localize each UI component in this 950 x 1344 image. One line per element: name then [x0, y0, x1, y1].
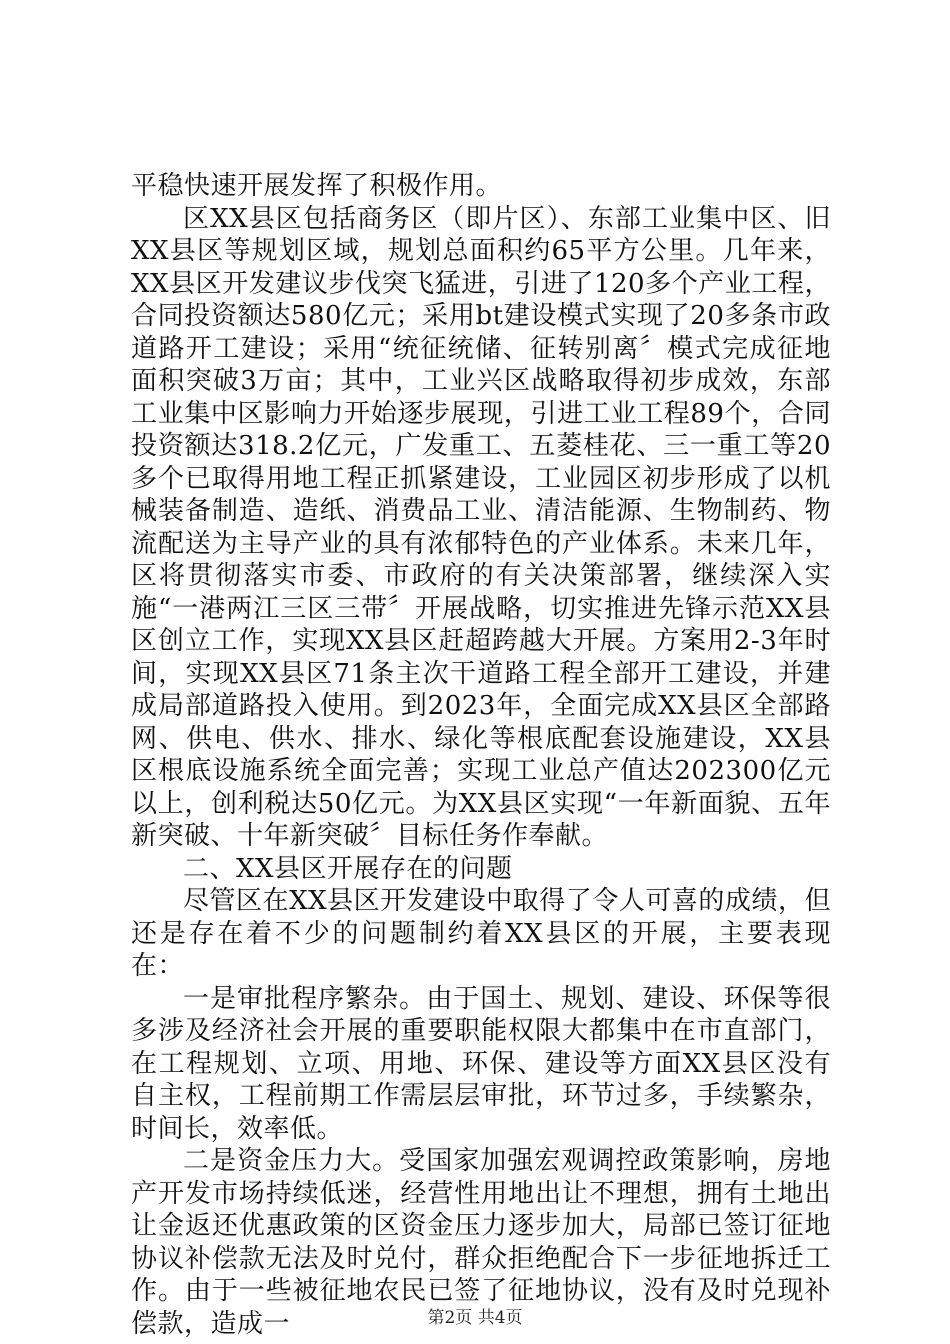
paragraph-approval-process: 一是审批程序繁杂。由于国土、规划、建设、环保等很多涉及经济社会开展的重要职能权限大都集中在市直部门，在工程规划、立项、用地、环保、建设等方面XX县区没有自主权，工程前期工作需层层审批，环节过多，手续繁杂，时间长，效率低。: [131, 983, 831, 1144]
paragraph-continuation: 平稳快速开展发挥了积极作用。: [131, 171, 503, 201]
paragraph-problems-intro: 尽管区在XX县区开发建设中取得了令人可喜的成绩，但还是存在着不少的问题制约着XX县区的开展，主要表现在：: [131, 886, 831, 981]
page-footer: 第2页 共4页: [427, 1308, 523, 1328]
document-body: [131, 170, 831, 1340]
paragraph-funding-pressure: 二是资金压力大。受国家加强宏观调控政策影响，房地产开发市场持续低迷，经营性用地出让不理想，拥有土地出让金返还优惠政策的区资金压力逐步加大，局部已签订征地协议补偿款无法及时兑付，群众拒绝配合下一步征地拆迁工作。由于一些被征地农民已签了征地协议，没有及时兑现补偿款，造成一: [131, 1146, 831, 1339]
section-heading-problems: 二、XX县区开展存在的问题: [183, 853, 513, 884]
paragraph-overview: 区XX县区包括商务区（即片区）、东部工业集中区、旧XX县区等规划区域，规划总面积约65平方公里。几年来，XX县区开发建议步伐突飞猛进，引进了120多个产业工程，合同投资额达580亿元；采用bt建设模式实现了20多条市政道路开工建设；采用“统征统储、征转别离〞模式完成征地面积突破3万亩；其中，工业兴区战略取得初步成效，东部工业集中区影响力开始逐步展现，引进工业工程89个，合同投资额达318.2亿元，广发重工、五菱桂花、三一重工等20多个已取得用地工程正抓紧建设，工业园区初步形成了以机械装备制造、造纸、消费品工业、清洁能源、生物制药、物流配送为主导产业的具有浓郁特色的产业体系。未来几年，区将贯彻落实市委、市政府的有关决策部署，继续深入实施“一港两江三区三带〞开展战略，切实推进先锋示范XX县区创立工作，实现XX县区赶超跨越大开展。方案用2-3年时间，实现XX县区71条主次干道路工程全部开工建设，并建成局部道路投入使用。到2023年，全面完成XX县区全部路网、供电、供水、排水、绿化等根底配套设施建设，XX县区根底设施系统全面完善；实现工业总产值达202300亿元以上，创利税达50亿元。为XX县区实现“一年新面貌、五年新突破、十年新突破〞目标任务作奉献。: [131, 203, 831, 851]
